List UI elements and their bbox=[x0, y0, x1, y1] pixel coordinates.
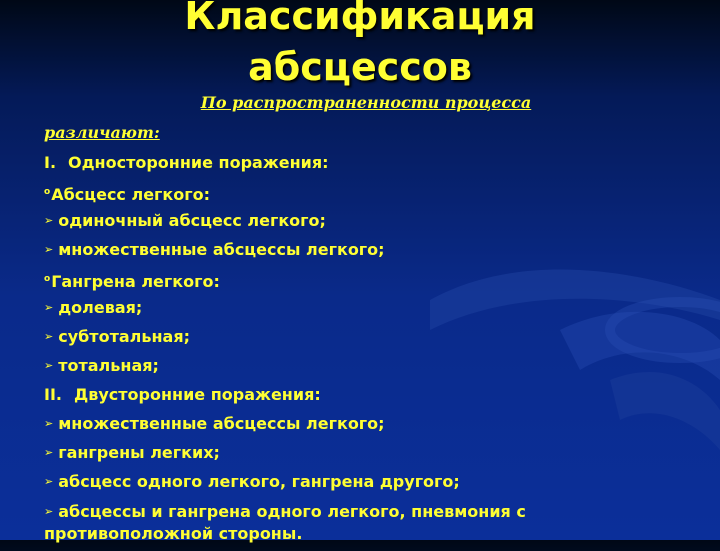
list-item bbox=[44, 353, 694, 382]
list-item-text: долевая; bbox=[58, 298, 143, 317]
list-item bbox=[44, 440, 694, 469]
list-item-text: Односторонние поражения: bbox=[68, 153, 329, 172]
slide-title-line2: абсцессов bbox=[248, 45, 472, 89]
classification-list bbox=[44, 150, 694, 551]
list-item-text: множественные абсцессы легкого; bbox=[58, 414, 385, 433]
list-item bbox=[44, 237, 694, 266]
arrow-bullet-icon: ➢ bbox=[44, 417, 54, 430]
list-item-text: Абсцесс легкого: bbox=[51, 185, 211, 204]
arrow-bullet-icon: ➢ bbox=[44, 446, 54, 459]
slide-title-line1: Классификация bbox=[184, 0, 536, 38]
list-item-text: одиночный абсцесс легкого; bbox=[58, 211, 326, 230]
list-item-text: гангрены легких; bbox=[58, 443, 220, 462]
arrow-bullet-icon: ➢ bbox=[44, 243, 54, 256]
slide-subtitle: По распространенности процесса bbox=[200, 93, 532, 112]
circle-bullet-icon: o bbox=[44, 274, 51, 284]
arrow-bullet-icon: ➢ bbox=[44, 214, 54, 227]
list-item bbox=[44, 179, 694, 208]
list-item-text: Двусторонние поражения: bbox=[73, 385, 321, 404]
list-item bbox=[44, 295, 694, 324]
arrow-bullet-icon: ➢ bbox=[44, 330, 54, 343]
roman-numeral-marker: I. bbox=[44, 153, 57, 172]
list-item bbox=[44, 150, 694, 179]
list-item bbox=[44, 382, 694, 411]
roman-numeral-marker: II. bbox=[44, 385, 62, 404]
list-item bbox=[44, 324, 694, 353]
list-item bbox=[44, 469, 694, 498]
circle-bullet-icon: o bbox=[44, 187, 51, 197]
list-item-text: субтотальная; bbox=[58, 327, 190, 346]
arrow-bullet-icon: ➢ bbox=[44, 475, 54, 488]
list-item bbox=[44, 266, 694, 295]
lead-text: различают: bbox=[44, 123, 160, 142]
arrow-bullet-icon: ➢ bbox=[44, 505, 54, 518]
list-item-text: абсцессы и гангрена одного легкого, пневмония с противоположной стороны. bbox=[44, 502, 526, 543]
list-item-text: абсцесс одного легкого, гангрена другого; bbox=[58, 472, 460, 491]
list-item-text: Гангрена легкого: bbox=[51, 272, 220, 291]
list-item bbox=[44, 208, 694, 237]
list-item-text: множественные абсцессы легкого; bbox=[58, 240, 385, 259]
arrow-bullet-icon: ➢ bbox=[44, 301, 54, 314]
list-item bbox=[44, 498, 694, 551]
list-item bbox=[44, 411, 694, 440]
list-item-text: тотальная; bbox=[58, 356, 159, 375]
arrow-bullet-icon: ➢ bbox=[44, 359, 54, 372]
